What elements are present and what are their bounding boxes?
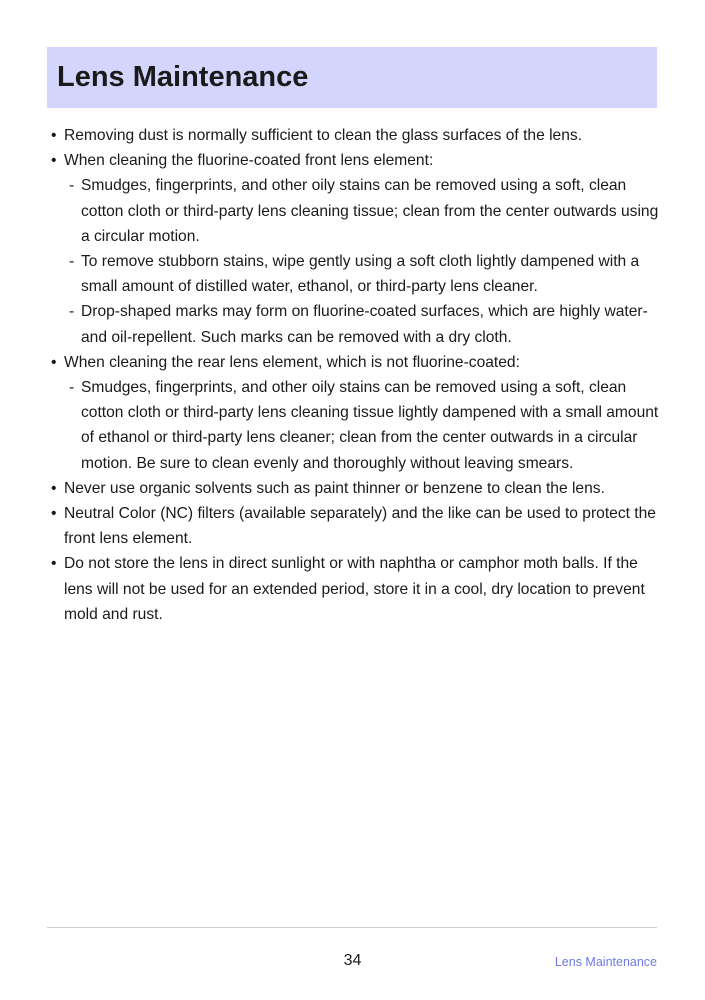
- list-item: • Never use organic solvents such as paint thinner or benzene to clean the lens.: [47, 476, 662, 501]
- title-banner: [47, 47, 657, 108]
- maintenance-list: [47, 123, 662, 627]
- list-item: • Removing dust is normally sufficient to clean the glass surfaces of the lens.: [47, 123, 662, 148]
- list-item: • Do not store the lens in direct sunlight or with naphtha or camphor moth balls. If the lens will not be used for an extended period, store it in a cool, dry location to prevent mold and rust.: [47, 551, 662, 627]
- list-item: • Neutral Color (NC) filters (available separately) and the like can be used to protect the front lens element.: [47, 501, 662, 551]
- list-item: • When cleaning the rear lens element, which is not fluorine-coated:: [47, 350, 662, 375]
- page-number: 34: [343, 952, 362, 969]
- section-link[interactable]: Lens Maintenance: [554, 955, 657, 969]
- sub-list-item: - Smudges, fingerprints, and other oily stains can be removed using a soft, clean cotton cloth or third-party lens cleaning tissue; clean from the center outwards using a circular motion.: [47, 173, 662, 249]
- footer-divider: [47, 927, 657, 928]
- list-item: • When cleaning the fluorine-coated front lens element:: [47, 148, 662, 173]
- sub-list-item: - Smudges, fingerprints, and other oily stains can be removed using a soft, clean cotton cloth or third-party lens cleaning tissue lightly dampened with a small amount of ethanol or third-party lens cleaner; clean from the center outwards in a circular motion. Be sure to clean evenly and thoroughly without leaving smears.: [47, 375, 662, 476]
- page-title: Lens Maintenance: [57, 61, 309, 93]
- sub-list-item: - To remove stubborn stains, wipe gently using a soft cloth lightly dampened with a small amount of distilled water, ethanol, or third-party lens cleaner.: [47, 249, 662, 299]
- sub-list-item: - Drop-shaped marks may form on fluorine-coated surfaces, which are highly water- and oil-repellent. Such marks can be removed with a dry cloth.: [47, 299, 662, 349]
